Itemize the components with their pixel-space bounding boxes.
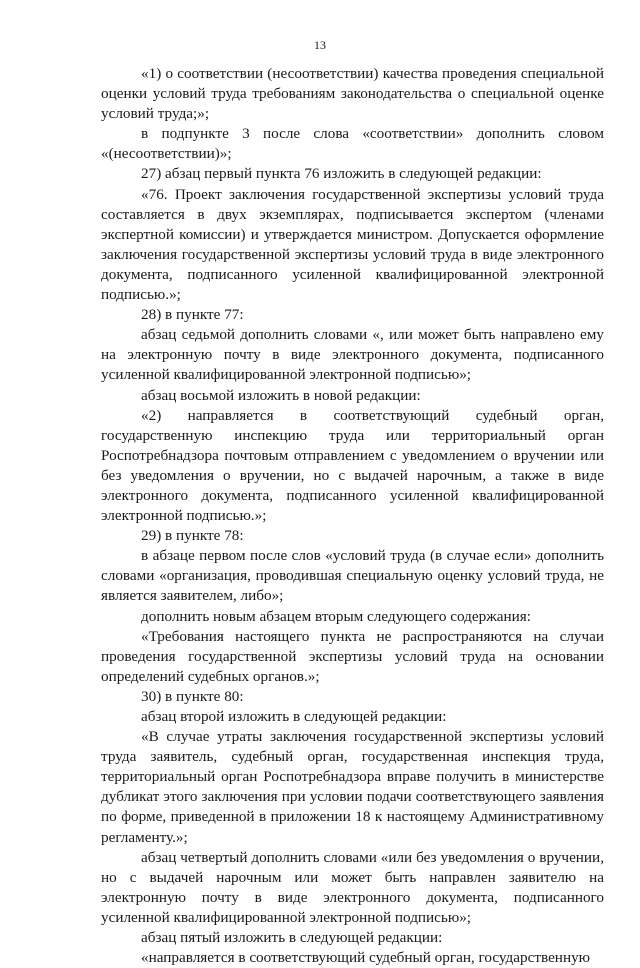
page-number: 13 [314, 38, 326, 52]
paragraph-12: «Требования настоящего пункта не распространяются на случаи проведения государственной экспертизы условий труда на основании определений судебных органов.»; [101, 627, 604, 685]
paragraph-1: «1) о соответствии (несоответствии) качества проведения специальной оценки условий труда требованиям законодательства о специальной оценке условий труда;»; [101, 65, 604, 123]
paragraph-17: абзац пятый изложить в следующей редакции: [141, 929, 443, 947]
paragraph-10: в абзаце первом после слов «условий труда (в случае если» дополнить словами «организация, проводившая специальную оценку условий труда, не является заявителем, либо»; [101, 547, 604, 605]
paragraph-8: «2) направляется в соответствующий судебный орган, государственную инспекцию труда или территориальный орган Роспотребнадзора почтовым отправлением с уведомлением о вручении или без уведомления о вручении, но с выдачей нарочным, а также в виде электронного документа, подписанного усиленной квалифицированной электронной подписью.»; [101, 406, 604, 525]
paragraph-11: дополнить новым абзацем вторым следующего содержания: [141, 607, 531, 625]
paragraph-6: абзац седьмой дополнить словами «, или может быть направлено ему на электронную почту в виде электронного документа, подписанного усиленной квалифицированной электронной подписью»; [101, 326, 604, 384]
paragraph-9: 29) в пункте 78: [141, 527, 244, 545]
paragraph-18: «направляется в соответствующий судебный орган, государственную [141, 949, 591, 967]
paragraph-2: в подпункте 3 после слова «соответствии» дополнить словом «(несоответствии)»; [101, 125, 604, 163]
document-body [101, 64, 604, 968]
paragraph-16: абзац четвертый дополнить словами «или без уведомления о вручении, но с выдачей нарочным или может быть направлен заявителю на электронную почту в виде электронного документа, подписанного усиленной квалифицированной электронной подписью»; [101, 848, 604, 926]
paragraph-3: 27) абзац первый пункта 76 изложить в следующей редакции: [141, 165, 542, 183]
paragraph-14: абзац второй изложить в следующей редакции: [141, 708, 447, 725]
paragraph-7: абзац восьмой изложить в новой редакции: [141, 386, 421, 404]
paragraph-13: 30) в пункте 80: [141, 687, 244, 705]
paragraph-4: «76. Проект заключения государственной экспертизы условий труда составляется в двух экземплярах, подписывается экспертом (членами экспертной комиссии) и утверждается министром. Допускается оформление заключения государственной экспертизы условий труда в виде электронного документа, подписанного усиленной квалифицированной электронной подписью.»; [101, 185, 604, 304]
paragraph-5: 28) в пункте 77: [141, 306, 244, 324]
paragraph-15: «В случае утраты заключения государственной экспертизы условий труда заявитель, судебный орган, государственная инспекция труда, территориальный орган Роспотребнадзора вправе получить в министерстве дубликат этого заключения при условии подачи соответствующего заявления по форме, приведенной в приложении 18 к настоящему Административному регламенту.»; [101, 728, 604, 846]
